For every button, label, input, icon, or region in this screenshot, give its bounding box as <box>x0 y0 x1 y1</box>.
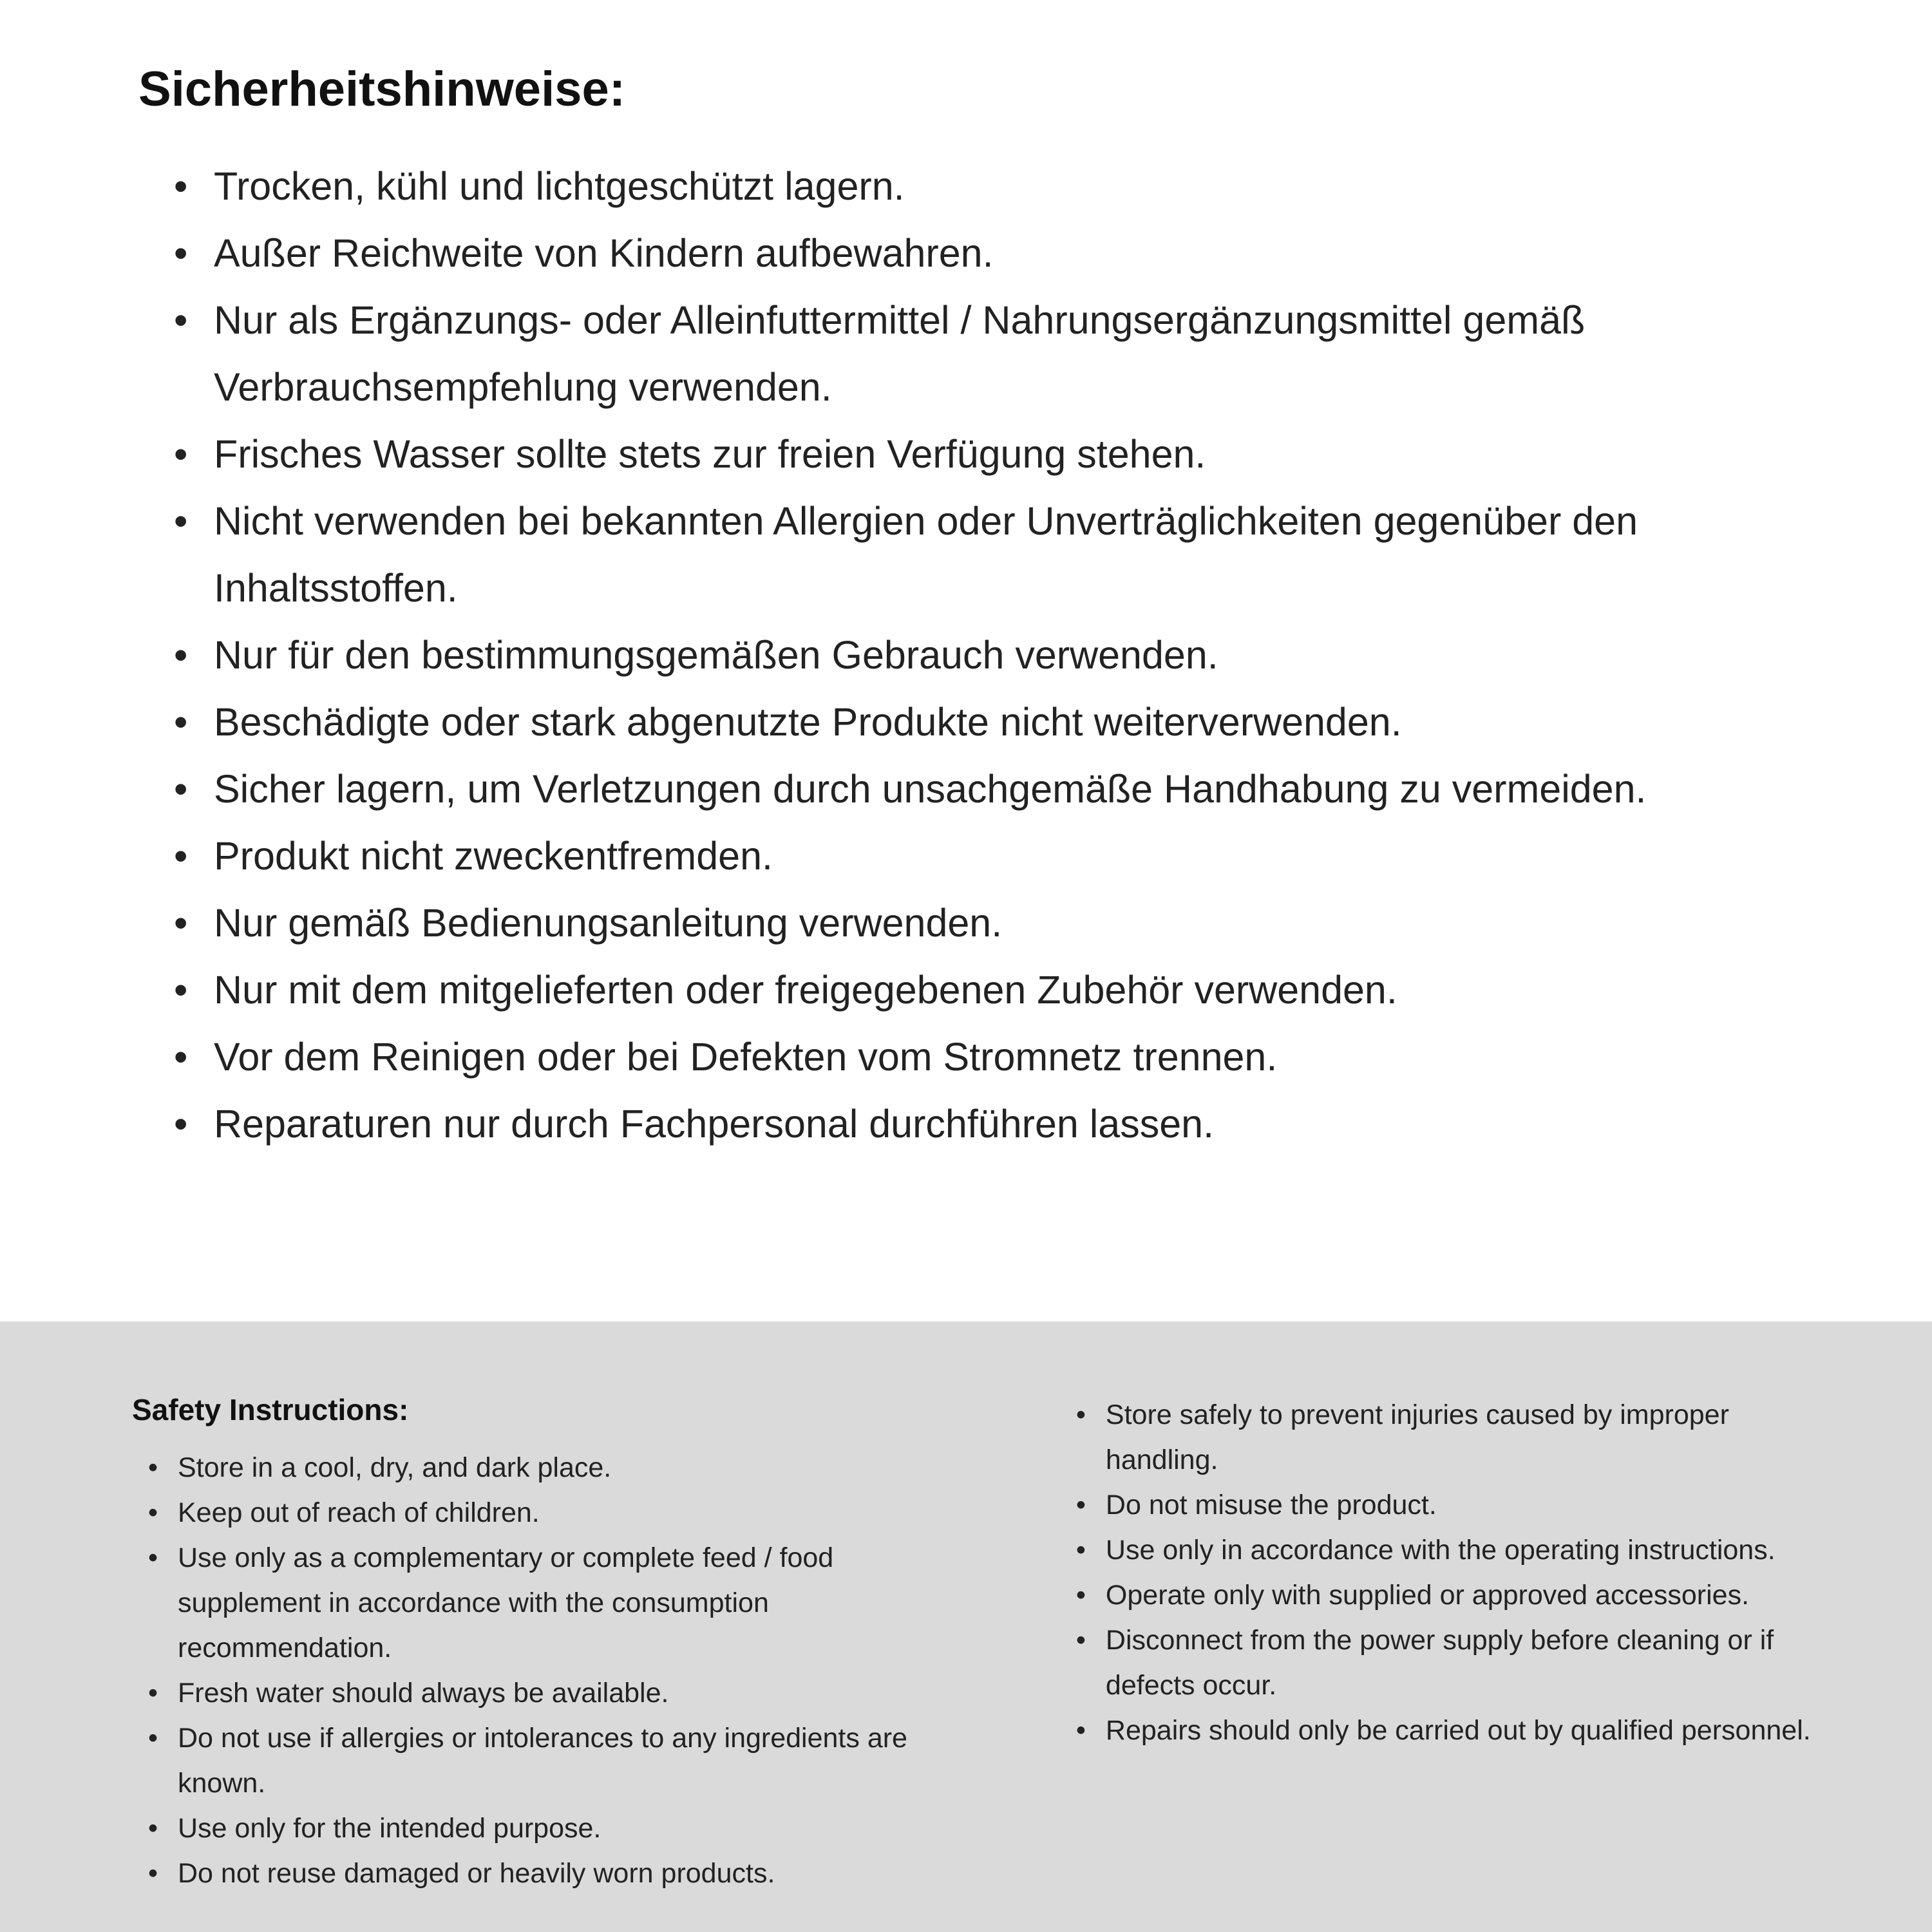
english-safety-list-left <box>132 1445 934 1896</box>
list-item: • Nicht verwenden bei bekannten Allergien oder Unverträglichkeiten gegenüber den Inhaltsstoffen. <box>174 488 1829 621</box>
list-item: • Frisches Wasser sollte stets zur freien Verfügung stehen. <box>174 421 1829 488</box>
list-item: • Produkt nicht zweckentfremden. <box>174 822 1829 889</box>
list-item: • Fresh water should always be available. <box>148 1671 934 1716</box>
list-item: • Vor dem Reinigen oder bei Defekten vom Stromnetz trennen. <box>174 1023 1829 1090</box>
list-item: • Use only for the intended purpose. <box>148 1806 934 1851</box>
list-item: • Nur für den bestimmungsgemäßen Gebrauch verwenden. <box>174 621 1829 688</box>
english-safety-section <box>0 1321 1932 1932</box>
list-item: • Do not use if allergies or intolerances to any ingredients are known. <box>148 1716 934 1806</box>
list-item: • Reparaturen nur durch Fachpersonal durchführen lassen. <box>174 1090 1829 1157</box>
list-item: • Nur als Ergänzungs- oder Alleinfuttermittel / Nahrungsergänzungsmittel gemäß Verbrauchsempfehlung verwenden. <box>174 287 1829 421</box>
list-item: • Operate only with supplied or approved accessories. <box>1076 1573 1848 1618</box>
english-left-column <box>132 1392 934 1893</box>
list-item: • Trocken, kühl und lichtgeschützt lagern. <box>174 153 1829 220</box>
german-safety-list <box>138 153 1829 1157</box>
list-item: • Store in a cool, dry, and dark place. <box>148 1445 934 1490</box>
list-item: • Use only as a complementary or complete feed / food supplement in accordance with the consumption recommendation. <box>148 1535 934 1671</box>
list-item: • Nur gemäß Bedienungsanleitung verwenden. <box>174 889 1829 956</box>
english-safety-list-right <box>1076 1392 1848 1753</box>
list-item: • Nur mit dem mitgelieferten oder freigegebenen Zubehör verwenden. <box>174 956 1829 1023</box>
english-section-title: Safety Instructions: <box>132 1393 409 1426</box>
list-item: • Store safely to prevent injuries caused by improper handling. <box>1076 1392 1848 1482</box>
german-section-title: Sicherheitshinweise: <box>138 62 626 117</box>
list-item: • Außer Reichweite von Kindern aufbewahren. <box>174 220 1829 287</box>
list-item: • Use only in accordance with the operating instructions. <box>1076 1528 1848 1573</box>
list-item: • Repairs should only be carried out by qualified personnel. <box>1076 1708 1848 1753</box>
list-item: • Keep out of reach of children. <box>148 1490 934 1535</box>
list-item: • Beschädigte oder stark abgenutzte Produkte nicht weiterverwenden. <box>174 688 1829 755</box>
list-item: • Disconnect from the power supply before cleaning or if defects occur. <box>1076 1618 1848 1708</box>
english-right-column <box>1076 1392 1848 1893</box>
list-item: • Do not misuse the product. <box>1076 1482 1848 1528</box>
list-item: • Do not reuse damaged or heavily worn products. <box>148 1851 934 1896</box>
list-item: • Sicher lagern, um Verletzungen durch unsachgemäße Handhabung zu vermeiden. <box>174 755 1829 822</box>
